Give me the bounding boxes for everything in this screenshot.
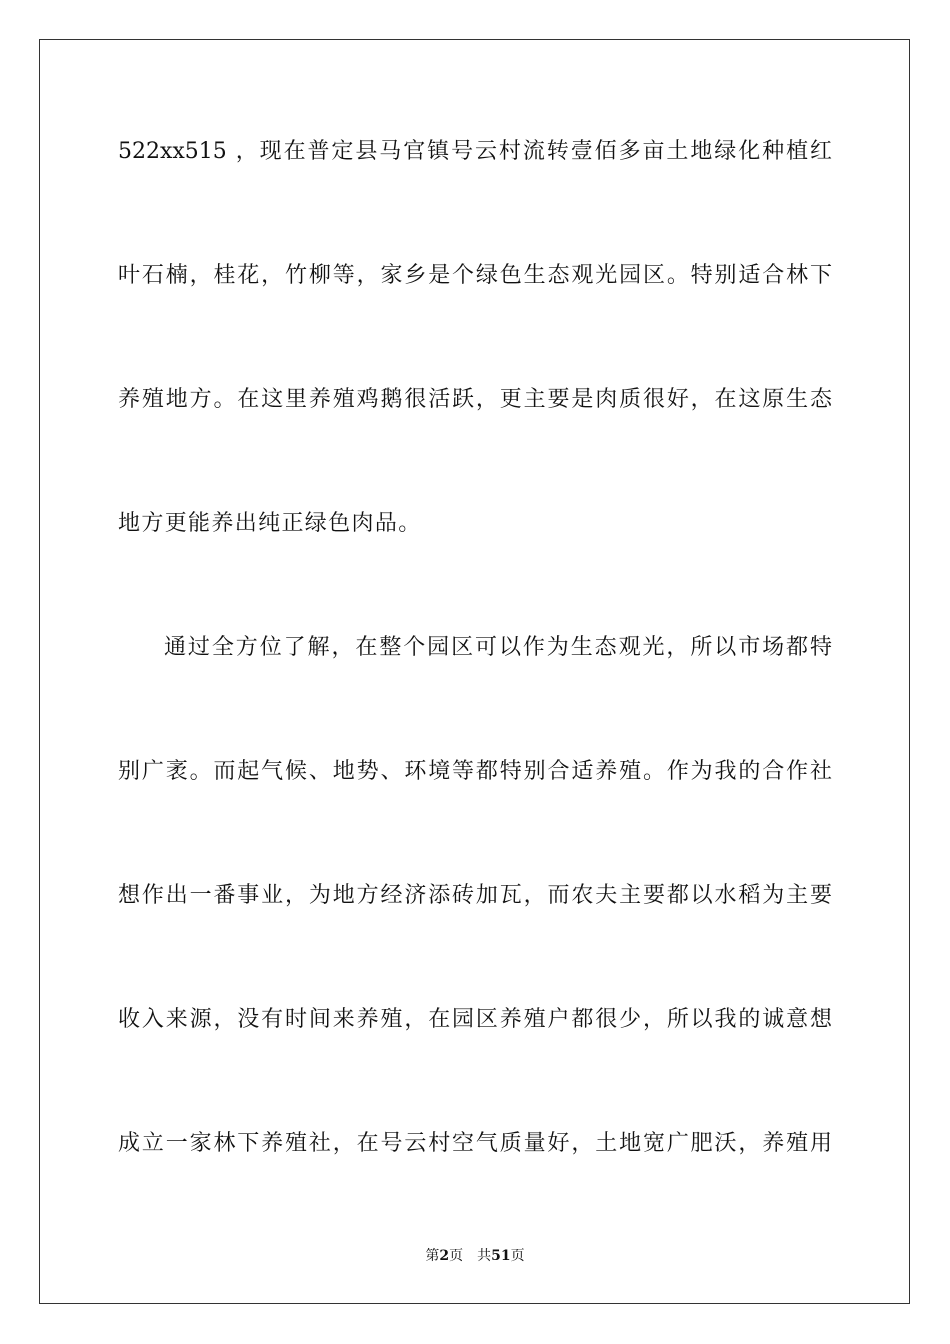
page-number: 2: [439, 1248, 450, 1264]
total-suffix: 页: [510, 1248, 525, 1264]
paragraph-line-1: 522xx515 ，现在普定县马官镇号云村流转壹佰多亩土地绿化种植红: [118, 139, 832, 164]
page-prefix: 第: [425, 1248, 440, 1264]
paragraph-line-4: 地方更能养出纯正绿色肉品。: [118, 511, 422, 536]
total-prefix: 共: [477, 1248, 492, 1264]
page-footer: [0, 1247, 950, 1265]
paragraph-line-2: 叶石楠，桂花，竹柳等，家乡是个绿色生态观光园区。特别适合林下: [118, 263, 832, 288]
paragraph-line-7: 想作出一番事业，为地方经济添砖加瓦，而农夫主要都以水稻为主要: [118, 883, 832, 908]
paragraph-line-5: 通过全方位了解，在整个园区可以作为生态观光，所以市场都特: [164, 635, 832, 660]
paragraph-line-9: 成立一家林下养殖社，在号云村空气质量好，土地宽广肥沃，养殖用: [118, 1131, 832, 1156]
page-border: [39, 39, 910, 1304]
paragraph-line-3: 养殖地方。在这里养殖鸡鹅很活跃，更主要是肉质很好，在这原生态: [118, 387, 832, 412]
total-pages: 51: [491, 1248, 511, 1264]
paragraph-line-6: 别广袤。而起气候、地势、环境等都特别合适养殖。作为我的合作社: [118, 759, 832, 784]
paragraph-line-8: 收入来源，没有时间来养殖，在园区养殖户都很少，所以我的诚意想: [118, 1007, 832, 1032]
page-suffix: 页: [449, 1248, 464, 1264]
